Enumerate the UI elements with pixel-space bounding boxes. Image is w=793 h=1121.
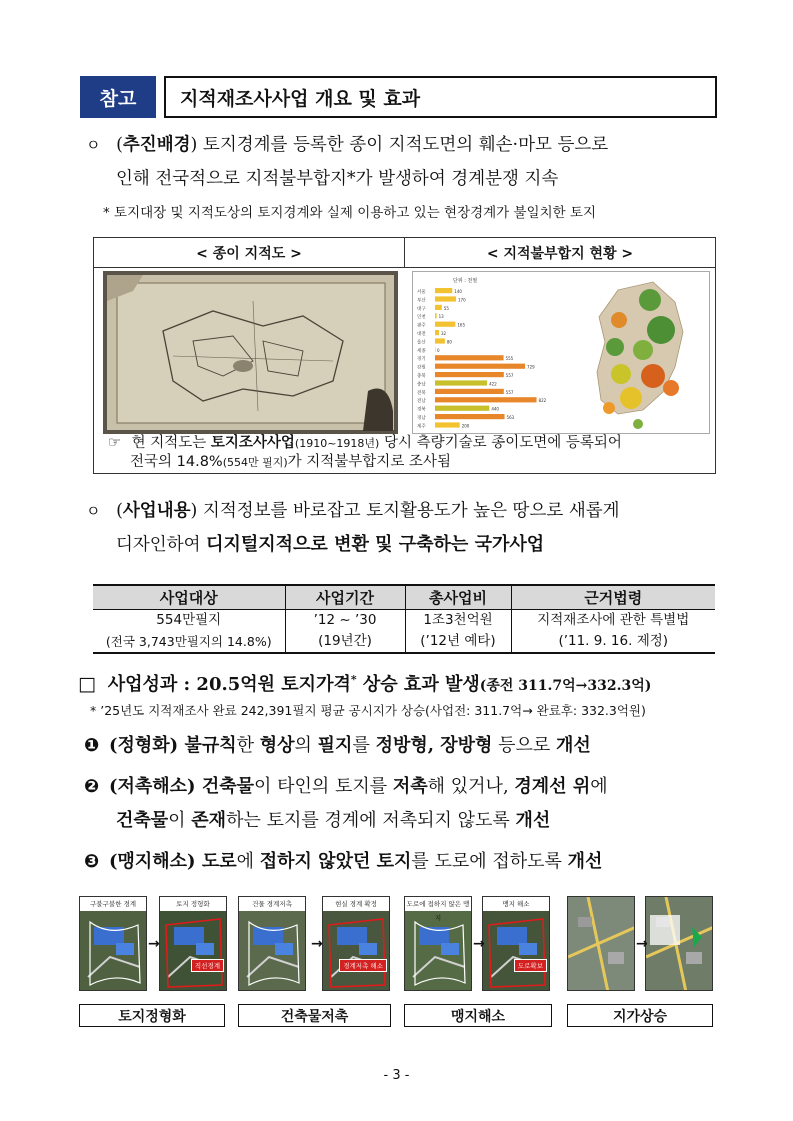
aerial-photo	[322, 896, 390, 991]
aerial-photo	[567, 896, 635, 991]
chart-header: < 지적불부합지 현황 >	[405, 238, 715, 268]
content-paragraph	[86, 494, 726, 562]
chart-value-label: 200	[461, 423, 470, 429]
chart-bar	[435, 397, 537, 402]
text: 가 지적불부합지로 조사됨	[287, 454, 451, 470]
chart-category-label: 세종	[417, 348, 426, 354]
chart-value-label: 563	[506, 415, 515, 420]
photo-label: 맹지 해소	[483, 897, 549, 911]
photo-overlay-label: 직선경계	[191, 959, 224, 972]
photo-overlay-label: 경계저촉 해소	[339, 959, 387, 972]
table-header: 사업기간	[285, 585, 405, 609]
photo-label: 건물 경계저촉	[239, 897, 305, 911]
effect-item	[84, 770, 734, 804]
chart-bar	[435, 414, 505, 419]
chart-bar	[435, 296, 456, 301]
content-keyword: 사업내용	[122, 501, 191, 521]
text: 개선	[515, 810, 551, 831]
text: (554만 필지)	[222, 456, 288, 469]
text: (정형화) 불규칙	[108, 735, 237, 756]
chart-value-label: 80	[446, 339, 452, 345]
text: 개선	[556, 735, 591, 756]
text: 존재	[191, 810, 227, 831]
chart-category-label: 충남	[417, 382, 426, 388]
chart-category-label: 경남	[417, 416, 426, 421]
photo-label: 토지 정형화	[160, 897, 226, 911]
chart-category-label: 전북	[417, 390, 426, 396]
chart-unit-label: 단위 : 천필	[453, 278, 478, 284]
project-summary-table	[93, 584, 715, 654]
table-cell: (19년간)	[285, 631, 405, 653]
chart-bar	[435, 355, 504, 360]
chart-category-label: 충북	[417, 374, 426, 379]
table-row	[93, 609, 715, 631]
arrow-icon: →	[636, 936, 648, 952]
map-note	[108, 434, 713, 472]
arrow-icon: →	[311, 936, 323, 952]
map-header: < 종이 지적도 >	[94, 238, 404, 268]
section-title-text: 지적재조사사업 개요 및 효과	[180, 87, 421, 110]
text: 현 지적도는	[131, 435, 211, 451]
aerial-photo	[79, 896, 147, 991]
chart-value-label: 422	[489, 381, 497, 387]
table-cell: 1조3천억원	[405, 609, 511, 631]
text: 해 있거나,	[427, 776, 515, 797]
square-icon: □	[78, 673, 96, 695]
chart-bar	[435, 338, 445, 343]
pointer-icon: ☞	[108, 435, 121, 451]
effect-item	[84, 845, 734, 879]
chart-category-label: 서울	[417, 290, 426, 295]
text: 저촉	[392, 776, 428, 797]
chart-bar	[435, 380, 487, 385]
aerial-photo	[159, 896, 227, 991]
table-cell: (’11. 9. 16. 제정)	[511, 631, 715, 653]
photo-label: 도로에 접하지 않은 맹지	[405, 897, 471, 911]
table-cell: (전국 3,743만필지의 14.8%)	[93, 631, 285, 653]
chart-category-label: 대전	[417, 332, 426, 337]
text: 사업성과 : 20.5억원 토지가격	[107, 674, 351, 695]
text: 에	[236, 851, 260, 872]
table-cell: ’12 ~ ’30	[285, 609, 405, 631]
background-keyword: 추진배경	[122, 135, 191, 155]
mismatch-status-chart	[412, 271, 710, 434]
chart-value-label: 170	[458, 297, 466, 303]
aerial-photo	[482, 896, 550, 991]
chart-category-label: 경기	[417, 357, 426, 363]
chart-value-label: 140	[454, 289, 462, 294]
text: 의	[294, 735, 318, 756]
bullet: ㅇ	[86, 136, 101, 154]
text: *	[350, 673, 357, 686]
text: 하는 토지를 경계에 저촉되지 않도록	[226, 810, 516, 831]
chart-value-label: 55	[443, 305, 449, 311]
chart-category-label: 제주	[417, 424, 426, 430]
chart-category-label: 광주	[417, 323, 426, 329]
background-line2: 인해 전국적으로 지적불부합지*가 발생하여 경계분쟁 지속	[116, 169, 559, 189]
text: 이 타인의 토지를	[254, 776, 393, 797]
aerial-photo	[404, 896, 472, 991]
chart-bar	[435, 347, 436, 352]
content-highlight: 디지털지적으로 변환 및 구축하는 국가사업	[206, 534, 545, 555]
number-icon: ❷	[84, 776, 100, 797]
text: 개선	[567, 851, 603, 872]
chart-value-label: 729	[527, 364, 535, 370]
effect-item	[84, 729, 734, 763]
aerial-photo	[645, 896, 713, 991]
page-number: - 3 -	[383, 1068, 410, 1083]
chart-value-label: 32	[440, 331, 447, 336]
background-paragraph	[86, 128, 726, 196]
table-cell: 554만필지	[156, 611, 222, 628]
chart-value-label: 555	[505, 356, 514, 362]
table-row	[93, 631, 715, 653]
chart-category-label: 인천	[417, 315, 426, 321]
text: (종전 311.7억→332.3억)	[479, 678, 652, 694]
text: 경계선 위	[514, 776, 591, 797]
chart-bar	[435, 364, 525, 369]
background-footnote: * 토지대장 및 지적도상의 토지경계와 실제 이용하고 있는 현장경계가 불일치한 토지	[103, 205, 597, 221]
chart-value-label: 557	[505, 373, 514, 378]
table-header: 사업대상	[93, 585, 285, 609]
text: (저촉해소) 건축물	[108, 776, 254, 797]
caption-building-encroachment: 건축물저촉	[238, 1004, 391, 1027]
chart-category-label: 부산	[417, 298, 426, 304]
text: 상승 효과 발생	[356, 674, 480, 695]
table-header: 근거법령	[511, 585, 715, 609]
table-header: 총사업비	[405, 585, 511, 609]
table-cell: 지적재조사에 관한 특별법	[511, 609, 715, 631]
result-footnote: * ’25년도 지적재조사 완료 242,391필지 평균 공시지가 상승(사업전: 311.7억→ 완료후: 332.3억원)	[90, 703, 646, 718]
text: ) 토지경계를 등록한 종이 지적도면의 훼손·마모 등으로	[190, 135, 609, 155]
chart-category-label: 전남	[417, 399, 426, 405]
reference-tag: 참고	[80, 76, 156, 118]
text: (	[116, 501, 123, 521]
chart-category-label: 대구	[417, 306, 426, 312]
photo-label: 현실 경계 확정	[323, 897, 389, 911]
chart-value-label: 557	[505, 389, 514, 395]
chart-bar	[435, 305, 442, 310]
number-icon: ❸	[84, 851, 100, 872]
korea-map-figure	[597, 282, 683, 429]
text: 필지	[317, 735, 353, 756]
chart-value-label: 165	[457, 322, 466, 328]
text: 에	[590, 776, 608, 797]
arrow-icon: →	[148, 936, 160, 952]
text: (1910~1918년)	[294, 437, 380, 450]
text: 를	[352, 735, 376, 756]
chart-value-label: 13	[438, 314, 444, 320]
chart-bar	[435, 372, 504, 377]
result-heading	[78, 670, 738, 696]
chart-bar	[435, 422, 460, 427]
chart-bar	[435, 313, 437, 318]
chart-bar	[435, 322, 455, 327]
text: 건축물	[116, 810, 169, 831]
text: ) 지적정보를 바로잡고 토지활용도가 높은 땅으로 새롭게	[190, 501, 620, 521]
text: 당시 측량기술로 종이도면에 등록되어	[379, 435, 622, 451]
caption-landlocked: 맹지해소	[404, 1004, 552, 1027]
text: 이	[168, 810, 192, 831]
text: (맹지해소) 도로	[108, 851, 237, 872]
paper-cadastral-map-image	[103, 271, 398, 434]
text: 정방형, 장방형	[375, 735, 493, 756]
text: 접하지 않았던 토지	[259, 851, 412, 872]
chart-category-label: 경북	[417, 407, 426, 413]
text: 한	[236, 735, 260, 756]
chart-bar	[435, 330, 439, 335]
text: (	[116, 135, 123, 155]
chart-category-label: 강원	[417, 365, 426, 371]
chart-value-label: 822	[538, 398, 547, 404]
chart-bar	[435, 389, 504, 394]
text: 형상	[259, 735, 295, 756]
chart-value-label: 0	[437, 347, 440, 353]
effect-list	[84, 729, 734, 879]
text: 등으로	[492, 735, 557, 756]
chart-bar	[435, 406, 489, 411]
arrow-icon: →	[473, 936, 485, 952]
text: 토지조사사업	[210, 435, 295, 451]
bullet: ㅇ	[86, 502, 101, 520]
caption-land-value: 지가상승	[567, 1004, 713, 1027]
caption-shape-regularization: 토지정형화	[79, 1004, 225, 1027]
chart-category-label: 울산	[417, 340, 426, 346]
photo-label: 구불구불한 경계	[80, 897, 146, 911]
number-icon: ❶	[84, 735, 100, 756]
image-table	[93, 237, 716, 474]
text: 전국의 14.8%	[130, 454, 223, 470]
chart-value-label: 440	[491, 406, 499, 412]
text: 디자인하여	[116, 535, 207, 555]
photo-overlay-label: 도로확보	[514, 959, 547, 972]
table-cell: (’12년 예타)	[405, 631, 511, 653]
chart-bar	[435, 288, 452, 293]
text: 를 도로에 접하도록	[411, 851, 568, 872]
aerial-photo	[238, 896, 306, 991]
section-title	[164, 76, 717, 118]
effect-item-continued	[84, 804, 734, 838]
